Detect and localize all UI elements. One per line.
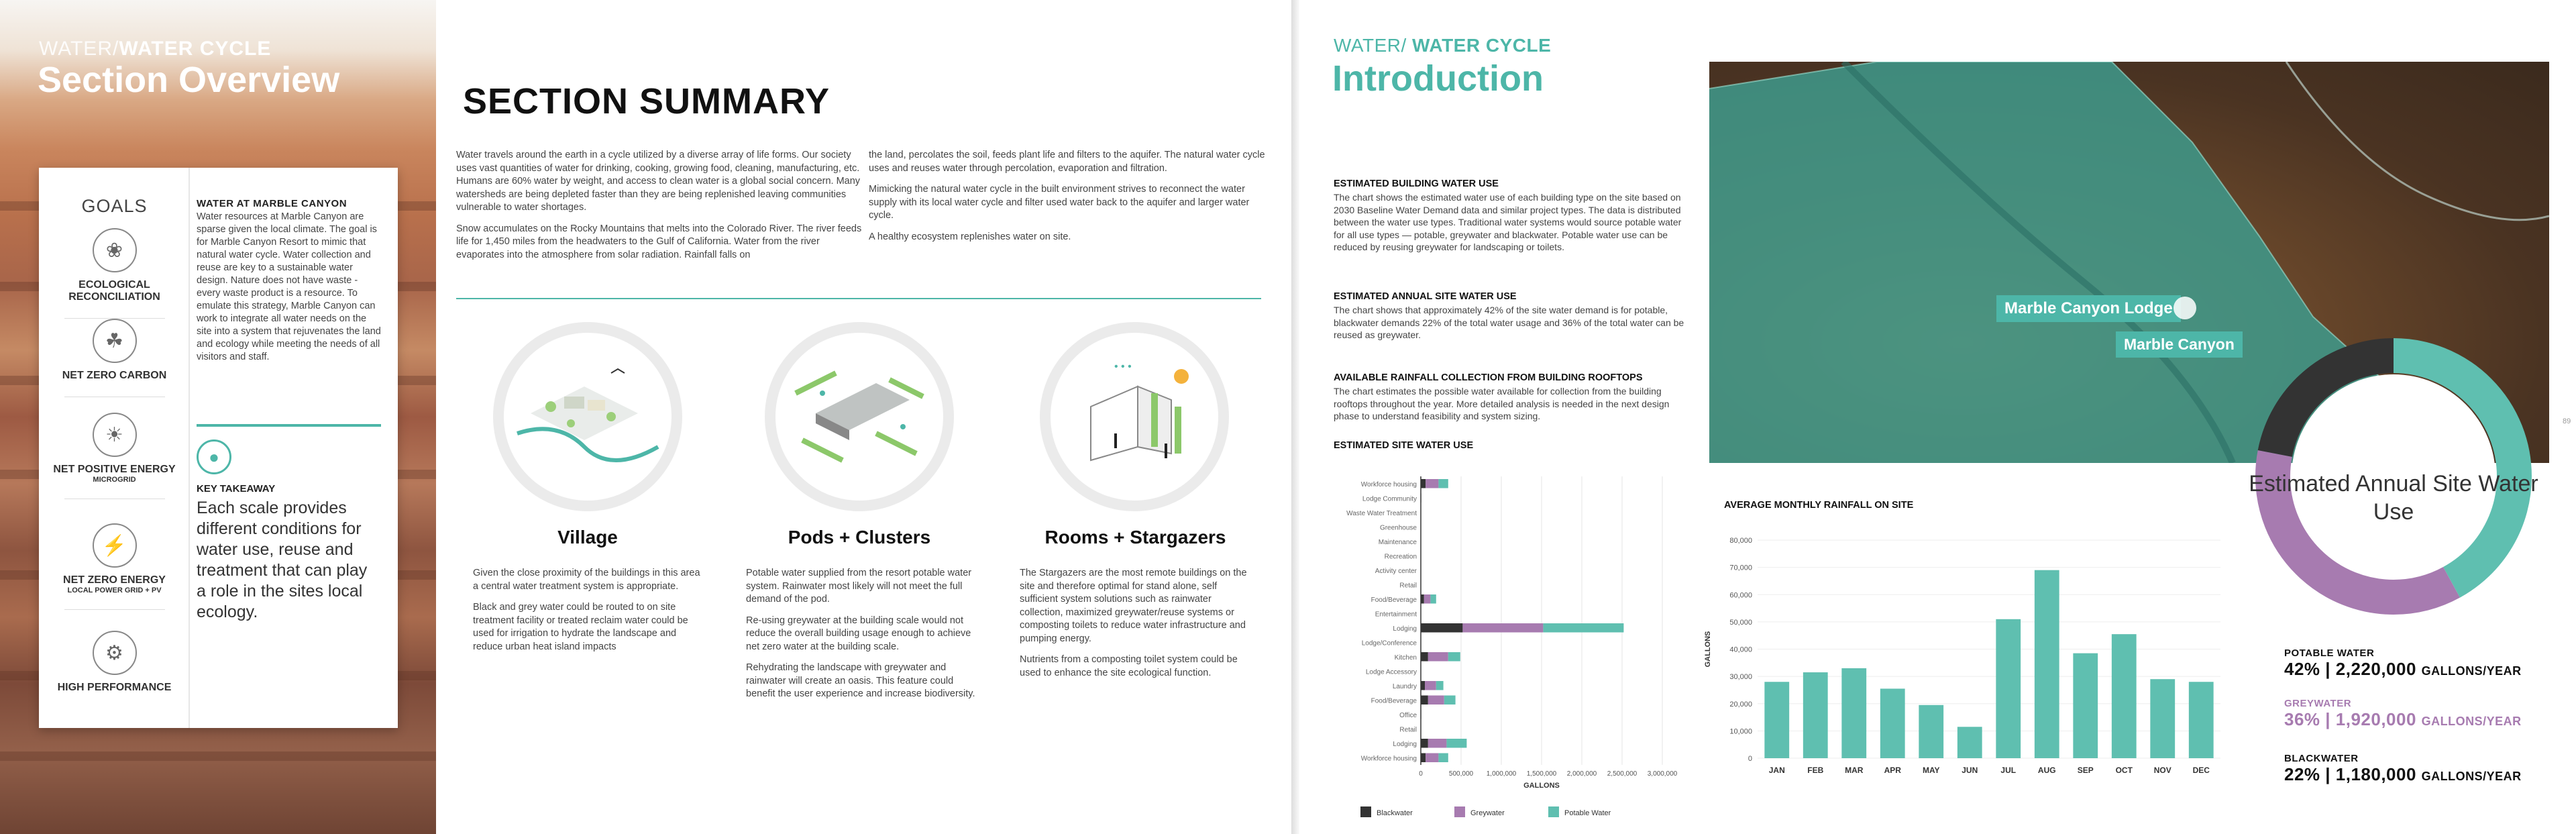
month-label: JAN [1768,766,1785,775]
category-label: Workforce housing [1360,480,1417,488]
section-kicker: WATER/WATER CYCLE [39,38,272,60]
category-label: Laundry [1392,682,1417,690]
rainfall-bar [1841,668,1866,758]
rainfall-heading: AVAILABLE RAINFALL COLLECTION FROM BUILDING ROOFTOPS [1334,372,1643,383]
legend-swatch [1360,806,1371,817]
canyon-label: Marble Canyon [2116,331,2243,358]
goal-net-zero-carbon: ☘ NET ZERO CARBON [39,319,190,397]
bar-segment [1426,753,1438,763]
potable-stat: POTABLE WATER 42% | 2,220,000 GALLONS/YEAR [2284,647,2522,679]
category-label: Workforce housing [1360,755,1417,763]
month-label: MAY [1922,766,1940,775]
category-label: Retail [1399,726,1417,734]
bar-segment [1428,739,1447,748]
category-label: Office [1399,711,1417,719]
blackwater-stat: BLACKWATER 22% | 1,180,000 GALLONS/YEAR [2284,753,2522,784]
bar-segment [1425,681,1436,690]
bar-segment [1438,753,1448,763]
bar-segment [1421,696,1428,705]
rainfall-bar [2035,570,2059,758]
rainfall-body: The chart estimates the possible water available for collection from the building rooftops throughout the year. More detailed analysis is needed in the next design phase to understand feasibility and system sizing. [1334,386,1670,421]
rainfall-bar [2150,679,2175,758]
y-tick-label: 70,000 [1729,564,1752,572]
annual-use-body: The chart shows that approximately 42% of the site water demand is for potable, blackwater demands 22% of the total water usage and 36% of the total water can be reused as greywater. [1334,305,1684,340]
intro-title: Introduction [1332,58,1544,99]
category-label: Retail [1399,582,1417,590]
category-label: Waste Water Treatment [1346,509,1417,517]
bar-segment [1426,479,1438,488]
category-label: Maintenance [1378,538,1417,546]
x-tick-label: 0 [1419,770,1423,778]
rainfall-bar [1957,727,1982,758]
month-label: AUG [2037,766,2056,775]
month-label: MAR [1845,766,1864,775]
month-label: SEP [2077,766,2094,775]
legend-swatch [1548,806,1559,817]
bar-segment [1424,594,1431,604]
x-tick-label: 1,500,000 [1526,770,1557,778]
bar-segment [1428,652,1448,662]
svg-text:• • •: • • • [1114,361,1132,372]
month-label: DEC [2192,766,2210,775]
y-axis-label: GALLONS [1704,631,1712,668]
y-tick-label: 80,000 [1729,537,1752,545]
summary-column-1: Water travels around the earth in a cycle utilized by a diverse array of life forms. Our society uses vast quantities of water for drinking, cooking, growing food, cleaning, manufacturing, etc. Humans are 60% water by weight, and access to clean water is a global social concern. Many watersheds are being depleted faster than they are being replenished leaving communities vulnerable to water shortages. Snow accumulates on the Rocky Mountains that melts into the Colorado River. The river feeds life for 1,450 miles from the headwaters to the Gulf of California. Water from the river evaporates into the atmosphere from solar radiation. Rainfall falls on [456,150,862,260]
water-heading: WATER AT MARBLE CANYON [197,198,347,209]
goals-column [39,168,190,728]
bar-segment [1438,479,1448,488]
y-tick-label: 10,000 [1729,727,1752,736]
month-label: APR [1884,766,1901,775]
bar-segment [1430,594,1436,604]
month-label: OCT [2115,766,2133,775]
bar-segment [1446,739,1466,748]
pods-illustration [765,322,954,511]
key-takeaway-icon: ● [197,439,231,474]
rainfall-bar [2073,654,2098,758]
bar-segment [1444,696,1456,705]
leaf-circle-icon: ☘ [93,319,137,363]
bar-segment [1421,681,1425,690]
category-label: Lodge/Conference [1361,639,1417,647]
village-title: Village [557,527,618,548]
rainfall-bar [1803,672,1828,758]
bar-segment [1436,681,1444,690]
page-gutter [1291,0,1299,834]
legend-swatch [1454,806,1465,817]
category-label: Entertainment [1375,611,1417,619]
building-use-body: The chart shows the estimated water use of each building type on the site based on 2030 Baseline Water Demand data and similar project types. The data is distributed between the water use types. Traditional water systems would source potable water for all use types — potable, greywater and blackwater. Potable water use can be reduced by reusing greywater for landscaping or toilets. [1334,192,1682,252]
pods-body: Potable water supplied from the resort potable water system. Rainwater most likely will not meet the full demand of the pod. Re-using greywater at the building scale would not reduce the overall building usage enough to achieve net zero water at the building scale. Rehydrating the landscape with greywater and rainwater will create an oasis. This feature could benefit the user experience and increase biodiversity. [746,568,975,699]
building-use-heading: ESTIMATED BUILDING WATER USE [1334,178,1499,189]
x-tick-label: 2,500,000 [1607,770,1638,778]
key-takeaway-heading: KEY TAKEAWAY [197,483,276,494]
category-label: Lodge Community [1362,495,1417,503]
category-label: Greenhouse [1379,524,1417,532]
rooms-body: The Stargazers are the most remote buildings on the site and therefore optimal for stand alone, self sufficient system solutions such as rainwater collection, maximized greywater/reuse systems or composting toilets to reduce water infrastructure and pumping energy. Nutrients from a composting toilet system could be used to enhance the site ecological function. [1020,568,1247,678]
rainfall-bar [1880,688,1905,758]
greywater-stat: GREYWATER 36% | 1,920,000 GALLONS/YEAR [2284,698,2522,729]
lodge-label: Marble Canyon Lodge [1996,295,2181,322]
rainfall-bar [1919,705,1943,758]
y-tick-label: 30,000 [1729,673,1752,682]
bar-segment [1421,753,1426,763]
y-tick-label: 20,000 [1729,700,1752,709]
bar-segment [1421,623,1462,633]
legend-label: Greywater [1470,809,1505,817]
bar-segment [1421,594,1424,604]
category-label: Lodging [1393,625,1417,633]
rainfall-chart [1701,533,2237,795]
donut-title: Estimated Annual Site Water Use [2249,471,2538,525]
goals-card [39,168,398,728]
legend-label: Potable Water [1564,809,1611,817]
sun-hand-icon: ☀ [93,413,137,457]
summary-column-2: the land, percolates the soil, feeds plant life and filters to the aquifer. The natural water cycle uses and reuses water through percolation, evaporation and filtration. Mimicking the natural water cycle in the built environment strives to reconnect the water supply with its local water cycle and filter used water back to the aquifer and larger water cycle. A healthy ecosystem replenishes water on site. [869,150,1265,242]
x-tick-label: 500,000 [1448,770,1474,778]
annual-use-heading: ESTIMATED ANNUAL SITE WATER USE [1334,291,1517,302]
x-axis-label: GALLONS [1523,782,1560,790]
category-label: Recreation [1384,553,1417,561]
summary-divider [456,298,1261,299]
rainfall-chart-title: AVERAGE MONTHLY RAINFALL ON SITE [1724,500,1914,511]
intro-kicker: WATER/ WATER CYCLE [1334,35,1552,56]
village-body: Given the close proximity of the buildings in this area a central water treatment system is appropriate. Black and grey water could be routed to on site treatment facility or treated reclaim water could be used for irrigation to hydrate the landscape and reduce urban heat island impacts [473,568,700,652]
category-label: Lodging [1393,740,1417,748]
goal-net-positive-energy: ☀ NET POSITIVE ENERGY MICROGRID [39,413,190,499]
gear-icon: ⚙ [93,631,137,675]
goal-ecological-reconciliation: ❀ ECOLOGICAL RECONCILIATION [39,228,190,319]
goals-heading: GOALS [81,196,148,216]
category-label: Activity center [1375,567,1417,575]
bar-segment [1421,652,1428,662]
y-tick-label: 0 [1748,755,1752,763]
page-number: 89 [2563,417,2571,425]
key-takeaway-body: Each scale provides different conditions for water use, reuse and treatment that can play a role in the sites local ecology. [197,499,368,621]
month-label: JUN [1962,766,1978,775]
month-label: JUL [2000,766,2017,775]
y-tick-label: 40,000 [1729,645,1752,654]
goal-high-performance: ⚙ HIGH PERFORMANCE [39,631,190,694]
bar-segment [1448,652,1460,662]
rooms-title: Rooms + Stargazers [1044,527,1226,548]
x-tick-label: 2,000,000 [1566,770,1597,778]
rainfall-bar [1764,682,1789,758]
bar-segment [1421,739,1428,748]
x-tick-label: 1,000,000 [1486,770,1517,778]
category-label: Lodge Accessory [1365,668,1417,676]
canyon-photo-panel [0,0,436,834]
section-title: Section Overview [38,60,340,100]
bolt-icon: ⚡ [93,523,137,568]
bar-segment [1421,479,1426,488]
category-label: Food/Beverage [1371,596,1417,604]
month-label: FEB [1807,766,1824,775]
pods-title: Pods + Clusters [788,527,931,548]
village-illustration [493,322,682,511]
bar-segment [1462,623,1543,633]
water-body: Water resources at Marble Canyon are sparse given the local climate. The goal is for Marble Canyon Resort to mimic that natural water cycle. Water collection and reuse are key to a sustainable water design. Nature does not have waste - every waste product is a resource. To emulate this strategy, Marble Canyon can work to integrate all water needs on the site into a system that rejuvenates the land and ecology while meeting the needs of all visitors and staff. [197,211,381,362]
summary-title: SECTION SUMMARY [463,81,830,121]
site-chart-heading: ESTIMATED SITE WATER USE [1334,440,1474,451]
legend-label: Blackwater [1377,809,1413,817]
y-tick-label: 60,000 [1729,591,1752,600]
bar-segment [1428,696,1444,705]
month-label: NOV [2153,766,2171,775]
rainfall-bar [1996,619,2021,758]
y-tick-label: 50,000 [1729,618,1752,627]
rooms-illustration [1040,322,1229,511]
x-tick-label: 3,000,000 [1647,770,1678,778]
category-label: Kitchen [1394,654,1417,662]
lodge-marker [2174,297,2196,319]
goal-net-zero-energy: ⚡ NET ZERO ENERGY LOCAL POWER GRID + PV [39,523,190,610]
category-label: Food/Beverage [1371,697,1417,705]
bar-segment [1543,623,1623,633]
leaf-icon: ❀ [93,228,137,272]
site-water-use-chart [1340,470,1703,825]
rainfall-bar [2189,682,2214,758]
divider [197,424,381,427]
rainfall-bar [2112,634,2137,758]
